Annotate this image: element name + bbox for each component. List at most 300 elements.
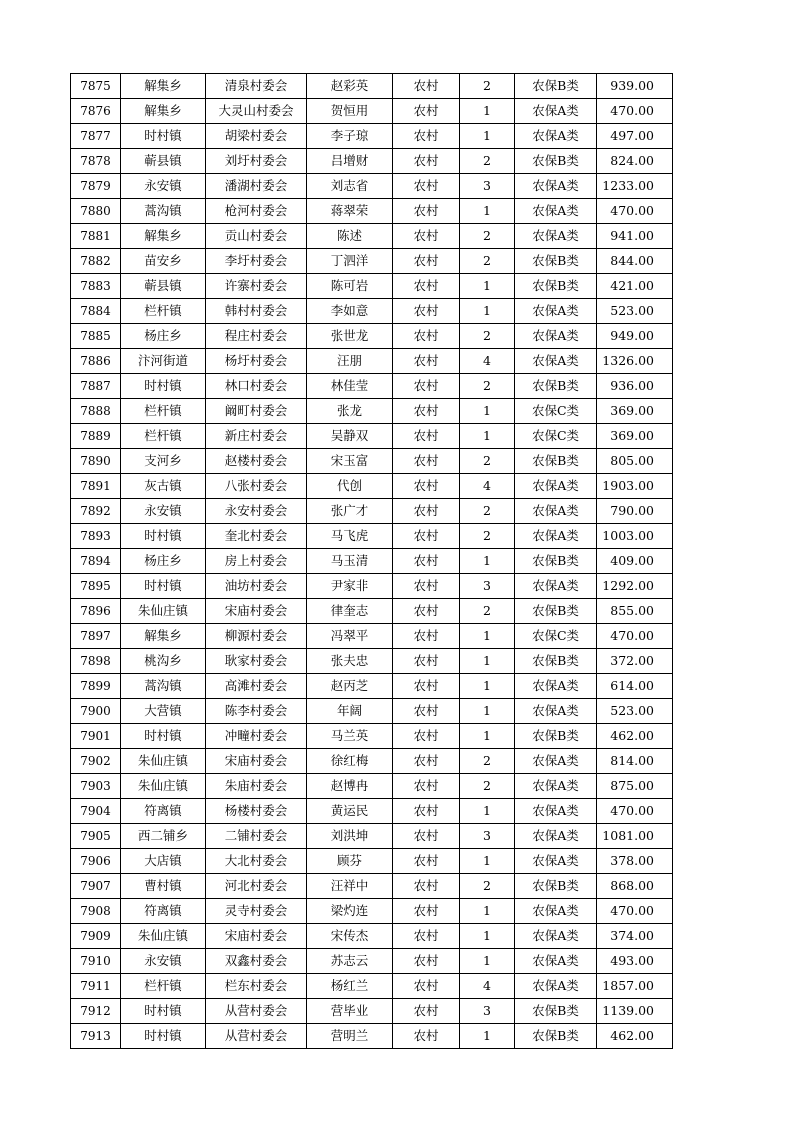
cell-area-type: 农村 xyxy=(393,149,460,174)
cell-record-no: 7881 xyxy=(71,224,121,249)
cell-village: 河北村委会 xyxy=(206,874,307,899)
cell-record-no: 7889 xyxy=(71,424,121,449)
cell-name: 营毕业 xyxy=(307,999,393,1024)
cell-record-no: 7903 xyxy=(71,774,121,799)
cell-insurance-class: 农保A类 xyxy=(515,199,597,224)
cell-town: 西二铺乡 xyxy=(121,824,206,849)
cell-town: 永安镇 xyxy=(121,174,206,199)
cell-name: 赵彩英 xyxy=(307,74,393,99)
cell-area-type: 农村 xyxy=(393,74,460,99)
table-row xyxy=(71,274,673,299)
cell-village: 刘圩村委会 xyxy=(206,149,307,174)
cell-insurance-class: 农保A类 xyxy=(515,99,597,124)
cell-household-count: 4 xyxy=(460,974,515,999)
cell-insurance-class: 农保B类 xyxy=(515,149,597,174)
table-row xyxy=(71,224,673,249)
cell-insurance-class: 农保A类 xyxy=(515,349,597,374)
cell-name: 杨红兰 xyxy=(307,974,393,999)
cell-village: 大灵山村委会 xyxy=(206,99,307,124)
allowance-table xyxy=(70,73,673,1049)
cell-town: 时村镇 xyxy=(121,999,206,1024)
table-row xyxy=(71,849,673,874)
cell-village: 新庄村委会 xyxy=(206,424,307,449)
table-row xyxy=(71,324,673,349)
cell-record-no: 7908 xyxy=(71,899,121,924)
table-row xyxy=(71,99,673,124)
cell-household-count: 1 xyxy=(460,674,515,699)
cell-area-type: 农村 xyxy=(393,299,460,324)
cell-name: 张夫忠 xyxy=(307,649,393,674)
cell-name: 李子琼 xyxy=(307,124,393,149)
cell-town: 永安镇 xyxy=(121,949,206,974)
cell-area-type: 农村 xyxy=(393,99,460,124)
cell-village: 耿家村委会 xyxy=(206,649,307,674)
cell-name: 张龙 xyxy=(307,399,393,424)
cell-insurance-class: 农保A类 xyxy=(515,474,597,499)
cell-area-type: 农村 xyxy=(393,474,460,499)
cell-amount: 374.00 xyxy=(597,924,673,949)
cell-amount: 805.00 xyxy=(597,449,673,474)
cell-insurance-class: 农保A类 xyxy=(515,574,597,599)
cell-household-count: 1 xyxy=(460,299,515,324)
cell-area-type: 农村 xyxy=(393,949,460,974)
cell-household-count: 2 xyxy=(460,499,515,524)
cell-household-count: 1 xyxy=(460,724,515,749)
cell-village: 永安村委会 xyxy=(206,499,307,524)
cell-name: 宋传杰 xyxy=(307,924,393,949)
cell-name: 张世龙 xyxy=(307,324,393,349)
cell-area-type: 农村 xyxy=(393,549,460,574)
cell-name: 赵博冉 xyxy=(307,774,393,799)
cell-amount: 790.00 xyxy=(597,499,673,524)
table-body xyxy=(71,74,673,1049)
cell-record-no: 7878 xyxy=(71,149,121,174)
cell-village: 赵楼村委会 xyxy=(206,449,307,474)
cell-name: 汪祥中 xyxy=(307,874,393,899)
cell-town: 大店镇 xyxy=(121,849,206,874)
cell-village: 韩村村委会 xyxy=(206,299,307,324)
cell-amount: 369.00 xyxy=(597,424,673,449)
cell-insurance-class: 农保B类 xyxy=(515,274,597,299)
cell-household-count: 1 xyxy=(460,199,515,224)
cell-name: 顾芬 xyxy=(307,849,393,874)
cell-record-no: 7879 xyxy=(71,174,121,199)
cell-record-no: 7906 xyxy=(71,849,121,874)
cell-insurance-class: 农保A类 xyxy=(515,499,597,524)
cell-area-type: 农村 xyxy=(393,974,460,999)
cell-name: 贺恒用 xyxy=(307,99,393,124)
cell-amount: 523.00 xyxy=(597,299,673,324)
cell-town: 朱仙庄镇 xyxy=(121,924,206,949)
table-row xyxy=(71,574,673,599)
cell-area-type: 农村 xyxy=(393,774,460,799)
cell-insurance-class: 农保B类 xyxy=(515,1024,597,1049)
cell-town: 朱仙庄镇 xyxy=(121,749,206,774)
cell-name: 丁泗洋 xyxy=(307,249,393,274)
cell-name: 刘洪坤 xyxy=(307,824,393,849)
cell-area-type: 农村 xyxy=(393,674,460,699)
cell-area-type: 农村 xyxy=(393,649,460,674)
cell-town: 永安镇 xyxy=(121,499,206,524)
cell-amount: 614.00 xyxy=(597,674,673,699)
table-row xyxy=(71,474,673,499)
cell-town: 杨庄乡 xyxy=(121,324,206,349)
cell-town: 时村镇 xyxy=(121,574,206,599)
cell-village: 陈李村委会 xyxy=(206,699,307,724)
cell-name: 张广才 xyxy=(307,499,393,524)
cell-household-count: 3 xyxy=(460,574,515,599)
cell-insurance-class: 农保B类 xyxy=(515,999,597,1024)
cell-record-no: 7893 xyxy=(71,524,121,549)
table-row xyxy=(71,699,673,724)
cell-name: 冯翠平 xyxy=(307,624,393,649)
cell-record-no: 7912 xyxy=(71,999,121,1024)
cell-town: 桃沟乡 xyxy=(121,649,206,674)
cell-town: 解集乡 xyxy=(121,74,206,99)
cell-record-no: 7887 xyxy=(71,374,121,399)
cell-household-count: 2 xyxy=(460,749,515,774)
cell-household-count: 2 xyxy=(460,524,515,549)
cell-amount: 470.00 xyxy=(597,899,673,924)
cell-amount: 421.00 xyxy=(597,274,673,299)
cell-amount: 378.00 xyxy=(597,849,673,874)
cell-village: 杨圩村委会 xyxy=(206,349,307,374)
cell-amount: 409.00 xyxy=(597,549,673,574)
cell-household-count: 1 xyxy=(460,274,515,299)
cell-record-no: 7890 xyxy=(71,449,121,474)
cell-amount: 462.00 xyxy=(597,724,673,749)
cell-insurance-class: 农保A类 xyxy=(515,949,597,974)
cell-record-no: 7888 xyxy=(71,399,121,424)
cell-record-no: 7892 xyxy=(71,499,121,524)
cell-name: 陈述 xyxy=(307,224,393,249)
cell-area-type: 农村 xyxy=(393,849,460,874)
cell-record-no: 7896 xyxy=(71,599,121,624)
cell-insurance-class: 农保B类 xyxy=(515,724,597,749)
cell-household-count: 1 xyxy=(460,424,515,449)
cell-area-type: 农村 xyxy=(393,524,460,549)
cell-area-type: 农村 xyxy=(393,124,460,149)
cell-area-type: 农村 xyxy=(393,699,460,724)
cell-village: 冲疃村委会 xyxy=(206,724,307,749)
cell-amount: 844.00 xyxy=(597,249,673,274)
cell-insurance-class: 农保A类 xyxy=(515,124,597,149)
cell-household-count: 1 xyxy=(460,399,515,424)
cell-town: 解集乡 xyxy=(121,624,206,649)
table-row xyxy=(71,499,673,524)
cell-insurance-class: 农保B类 xyxy=(515,74,597,99)
cell-insurance-class: 农保B类 xyxy=(515,374,597,399)
cell-insurance-class: 农保A类 xyxy=(515,974,597,999)
cell-name: 年阔 xyxy=(307,699,393,724)
table-row xyxy=(71,424,673,449)
cell-village: 李圩村委会 xyxy=(206,249,307,274)
cell-insurance-class: 农保C类 xyxy=(515,624,597,649)
cell-village: 宋庙村委会 xyxy=(206,749,307,774)
cell-town: 曹村镇 xyxy=(121,874,206,899)
cell-record-no: 7898 xyxy=(71,649,121,674)
cell-insurance-class: 农保A类 xyxy=(515,524,597,549)
cell-name: 马玉清 xyxy=(307,549,393,574)
cell-record-no: 7884 xyxy=(71,299,121,324)
table-row xyxy=(71,1024,673,1049)
cell-town: 时村镇 xyxy=(121,724,206,749)
cell-area-type: 农村 xyxy=(393,824,460,849)
cell-household-count: 1 xyxy=(460,649,515,674)
cell-household-count: 2 xyxy=(460,599,515,624)
cell-record-no: 7910 xyxy=(71,949,121,974)
cell-name: 徐红梅 xyxy=(307,749,393,774)
cell-household-count: 1 xyxy=(460,1024,515,1049)
cell-record-no: 7909 xyxy=(71,924,121,949)
cell-amount: 462.00 xyxy=(597,1024,673,1049)
cell-amount: 493.00 xyxy=(597,949,673,974)
cell-area-type: 农村 xyxy=(393,899,460,924)
cell-record-no: 7877 xyxy=(71,124,121,149)
cell-area-type: 农村 xyxy=(393,799,460,824)
cell-record-no: 7904 xyxy=(71,799,121,824)
cell-village: 从营村委会 xyxy=(206,999,307,1024)
cell-household-count: 2 xyxy=(460,224,515,249)
cell-area-type: 农村 xyxy=(393,449,460,474)
cell-name: 马飞虎 xyxy=(307,524,393,549)
cell-insurance-class: 农保B类 xyxy=(515,874,597,899)
cell-village: 大北村委会 xyxy=(206,849,307,874)
cell-town: 蕲县镇 xyxy=(121,149,206,174)
cell-household-count: 1 xyxy=(460,924,515,949)
cell-village: 许寨村委会 xyxy=(206,274,307,299)
cell-town: 符离镇 xyxy=(121,899,206,924)
cell-record-no: 7900 xyxy=(71,699,121,724)
table-row xyxy=(71,724,673,749)
cell-name: 吕增财 xyxy=(307,149,393,174)
cell-town: 朱仙庄镇 xyxy=(121,599,206,624)
cell-insurance-class: 农保B类 xyxy=(515,449,597,474)
cell-town: 时村镇 xyxy=(121,1024,206,1049)
cell-insurance-class: 农保A类 xyxy=(515,699,597,724)
cell-town: 栏杆镇 xyxy=(121,974,206,999)
cell-village: 从营村委会 xyxy=(206,1024,307,1049)
cell-village: 阚町村委会 xyxy=(206,399,307,424)
cell-name: 代创 xyxy=(307,474,393,499)
cell-household-count: 1 xyxy=(460,849,515,874)
cell-household-count: 2 xyxy=(460,324,515,349)
cell-town: 栏杆镇 xyxy=(121,424,206,449)
cell-amount: 949.00 xyxy=(597,324,673,349)
table-row xyxy=(71,124,673,149)
cell-area-type: 农村 xyxy=(393,499,460,524)
cell-town: 大营镇 xyxy=(121,699,206,724)
cell-amount: 824.00 xyxy=(597,149,673,174)
cell-village: 二铺村委会 xyxy=(206,824,307,849)
cell-area-type: 农村 xyxy=(393,224,460,249)
cell-insurance-class: 农保A类 xyxy=(515,849,597,874)
cell-village: 贡山村委会 xyxy=(206,224,307,249)
cell-area-type: 农村 xyxy=(393,874,460,899)
cell-record-no: 7882 xyxy=(71,249,121,274)
cell-village: 房上村委会 xyxy=(206,549,307,574)
cell-town: 时村镇 xyxy=(121,374,206,399)
cell-town: 栏杆镇 xyxy=(121,299,206,324)
table-row xyxy=(71,924,673,949)
cell-household-count: 1 xyxy=(460,899,515,924)
cell-area-type: 农村 xyxy=(393,249,460,274)
cell-town: 杨庄乡 xyxy=(121,549,206,574)
cell-insurance-class: 农保B类 xyxy=(515,599,597,624)
cell-name: 刘志省 xyxy=(307,174,393,199)
cell-amount: 470.00 xyxy=(597,799,673,824)
cell-record-no: 7883 xyxy=(71,274,121,299)
cell-amount: 1139.00 xyxy=(597,999,673,1024)
cell-name: 梁灼连 xyxy=(307,899,393,924)
cell-town: 解集乡 xyxy=(121,224,206,249)
cell-village: 八张村委会 xyxy=(206,474,307,499)
cell-record-no: 7913 xyxy=(71,1024,121,1049)
cell-area-type: 农村 xyxy=(393,324,460,349)
table-row xyxy=(71,449,673,474)
cell-insurance-class: 农保B类 xyxy=(515,649,597,674)
table-row xyxy=(71,524,673,549)
cell-town: 栏杆镇 xyxy=(121,399,206,424)
cell-insurance-class: 农保A类 xyxy=(515,174,597,199)
cell-area-type: 农村 xyxy=(393,174,460,199)
cell-name: 宋玉富 xyxy=(307,449,393,474)
cell-insurance-class: 农保B类 xyxy=(515,549,597,574)
cell-record-no: 7876 xyxy=(71,99,121,124)
cell-area-type: 农村 xyxy=(393,924,460,949)
cell-insurance-class: 农保A类 xyxy=(515,299,597,324)
cell-amount: 1292.00 xyxy=(597,574,673,599)
cell-amount: 941.00 xyxy=(597,224,673,249)
cell-household-count: 2 xyxy=(460,249,515,274)
cell-town: 符离镇 xyxy=(121,799,206,824)
cell-record-no: 7911 xyxy=(71,974,121,999)
cell-area-type: 农村 xyxy=(393,424,460,449)
cell-amount: 1903.00 xyxy=(597,474,673,499)
cell-household-count: 1 xyxy=(460,949,515,974)
cell-record-no: 7894 xyxy=(71,549,121,574)
table-row xyxy=(71,749,673,774)
table-row xyxy=(71,674,673,699)
table-row xyxy=(71,199,673,224)
cell-village: 胡梁村委会 xyxy=(206,124,307,149)
cell-area-type: 农村 xyxy=(393,749,460,774)
cell-town: 朱仙庄镇 xyxy=(121,774,206,799)
table-row xyxy=(71,899,673,924)
cell-amount: 814.00 xyxy=(597,749,673,774)
cell-insurance-class: 农保A类 xyxy=(515,749,597,774)
cell-town: 时村镇 xyxy=(121,124,206,149)
cell-area-type: 农村 xyxy=(393,1024,460,1049)
table-row xyxy=(71,399,673,424)
table-row xyxy=(71,549,673,574)
cell-name: 苏志云 xyxy=(307,949,393,974)
cell-amount: 875.00 xyxy=(597,774,673,799)
cell-village: 柳源村委会 xyxy=(206,624,307,649)
cell-record-no: 7902 xyxy=(71,749,121,774)
cell-household-count: 3 xyxy=(460,999,515,1024)
table-row xyxy=(71,149,673,174)
cell-area-type: 农村 xyxy=(393,374,460,399)
cell-town: 时村镇 xyxy=(121,524,206,549)
cell-amount: 1326.00 xyxy=(597,349,673,374)
cell-village: 潘湖村委会 xyxy=(206,174,307,199)
cell-amount: 855.00 xyxy=(597,599,673,624)
table-row xyxy=(71,374,673,399)
cell-record-no: 7875 xyxy=(71,74,121,99)
cell-village: 枪河村委会 xyxy=(206,199,307,224)
cell-record-no: 7899 xyxy=(71,674,121,699)
cell-village: 栏东村委会 xyxy=(206,974,307,999)
cell-area-type: 农村 xyxy=(393,274,460,299)
cell-household-count: 2 xyxy=(460,74,515,99)
cell-record-no: 7886 xyxy=(71,349,121,374)
cell-amount: 372.00 xyxy=(597,649,673,674)
table-row xyxy=(71,74,673,99)
cell-household-count: 2 xyxy=(460,449,515,474)
table-row xyxy=(71,799,673,824)
table-row xyxy=(71,249,673,274)
cell-insurance-class: 农保A类 xyxy=(515,824,597,849)
cell-insurance-class: 农保A类 xyxy=(515,674,597,699)
cell-amount: 868.00 xyxy=(597,874,673,899)
cell-household-count: 3 xyxy=(460,824,515,849)
cell-area-type: 农村 xyxy=(393,599,460,624)
cell-household-count: 1 xyxy=(460,124,515,149)
cell-area-type: 农村 xyxy=(393,624,460,649)
cell-town: 蕲县镇 xyxy=(121,274,206,299)
cell-insurance-class: 农保C类 xyxy=(515,424,597,449)
cell-village: 双鑫村委会 xyxy=(206,949,307,974)
cell-record-no: 7901 xyxy=(71,724,121,749)
cell-household-count: 4 xyxy=(460,474,515,499)
cell-village: 朱庙村委会 xyxy=(206,774,307,799)
cell-name: 林佳莹 xyxy=(307,374,393,399)
cell-village: 宋庙村委会 xyxy=(206,599,307,624)
cell-insurance-class: 农保A类 xyxy=(515,324,597,349)
cell-name: 汪朋 xyxy=(307,349,393,374)
cell-area-type: 农村 xyxy=(393,349,460,374)
table-row xyxy=(71,874,673,899)
cell-area-type: 农村 xyxy=(393,399,460,424)
cell-name: 律奎志 xyxy=(307,599,393,624)
cell-area-type: 农村 xyxy=(393,999,460,1024)
table-row xyxy=(71,774,673,799)
cell-amount: 1003.00 xyxy=(597,524,673,549)
cell-village: 杨楼村委会 xyxy=(206,799,307,824)
cell-name: 李如意 xyxy=(307,299,393,324)
cell-record-no: 7905 xyxy=(71,824,121,849)
table-row xyxy=(71,599,673,624)
cell-record-no: 7907 xyxy=(71,874,121,899)
table-row xyxy=(71,174,673,199)
cell-amount: 523.00 xyxy=(597,699,673,724)
cell-area-type: 农村 xyxy=(393,724,460,749)
cell-name: 蒋翠荣 xyxy=(307,199,393,224)
cell-household-count: 2 xyxy=(460,774,515,799)
cell-name: 黄运民 xyxy=(307,799,393,824)
cell-insurance-class: 农保A类 xyxy=(515,899,597,924)
cell-household-count: 1 xyxy=(460,699,515,724)
cell-area-type: 农村 xyxy=(393,574,460,599)
cell-amount: 936.00 xyxy=(597,374,673,399)
cell-village: 清泉村委会 xyxy=(206,74,307,99)
table-row xyxy=(71,624,673,649)
cell-village: 宋庙村委会 xyxy=(206,924,307,949)
cell-household-count: 4 xyxy=(460,349,515,374)
cell-amount: 497.00 xyxy=(597,124,673,149)
cell-amount: 939.00 xyxy=(597,74,673,99)
